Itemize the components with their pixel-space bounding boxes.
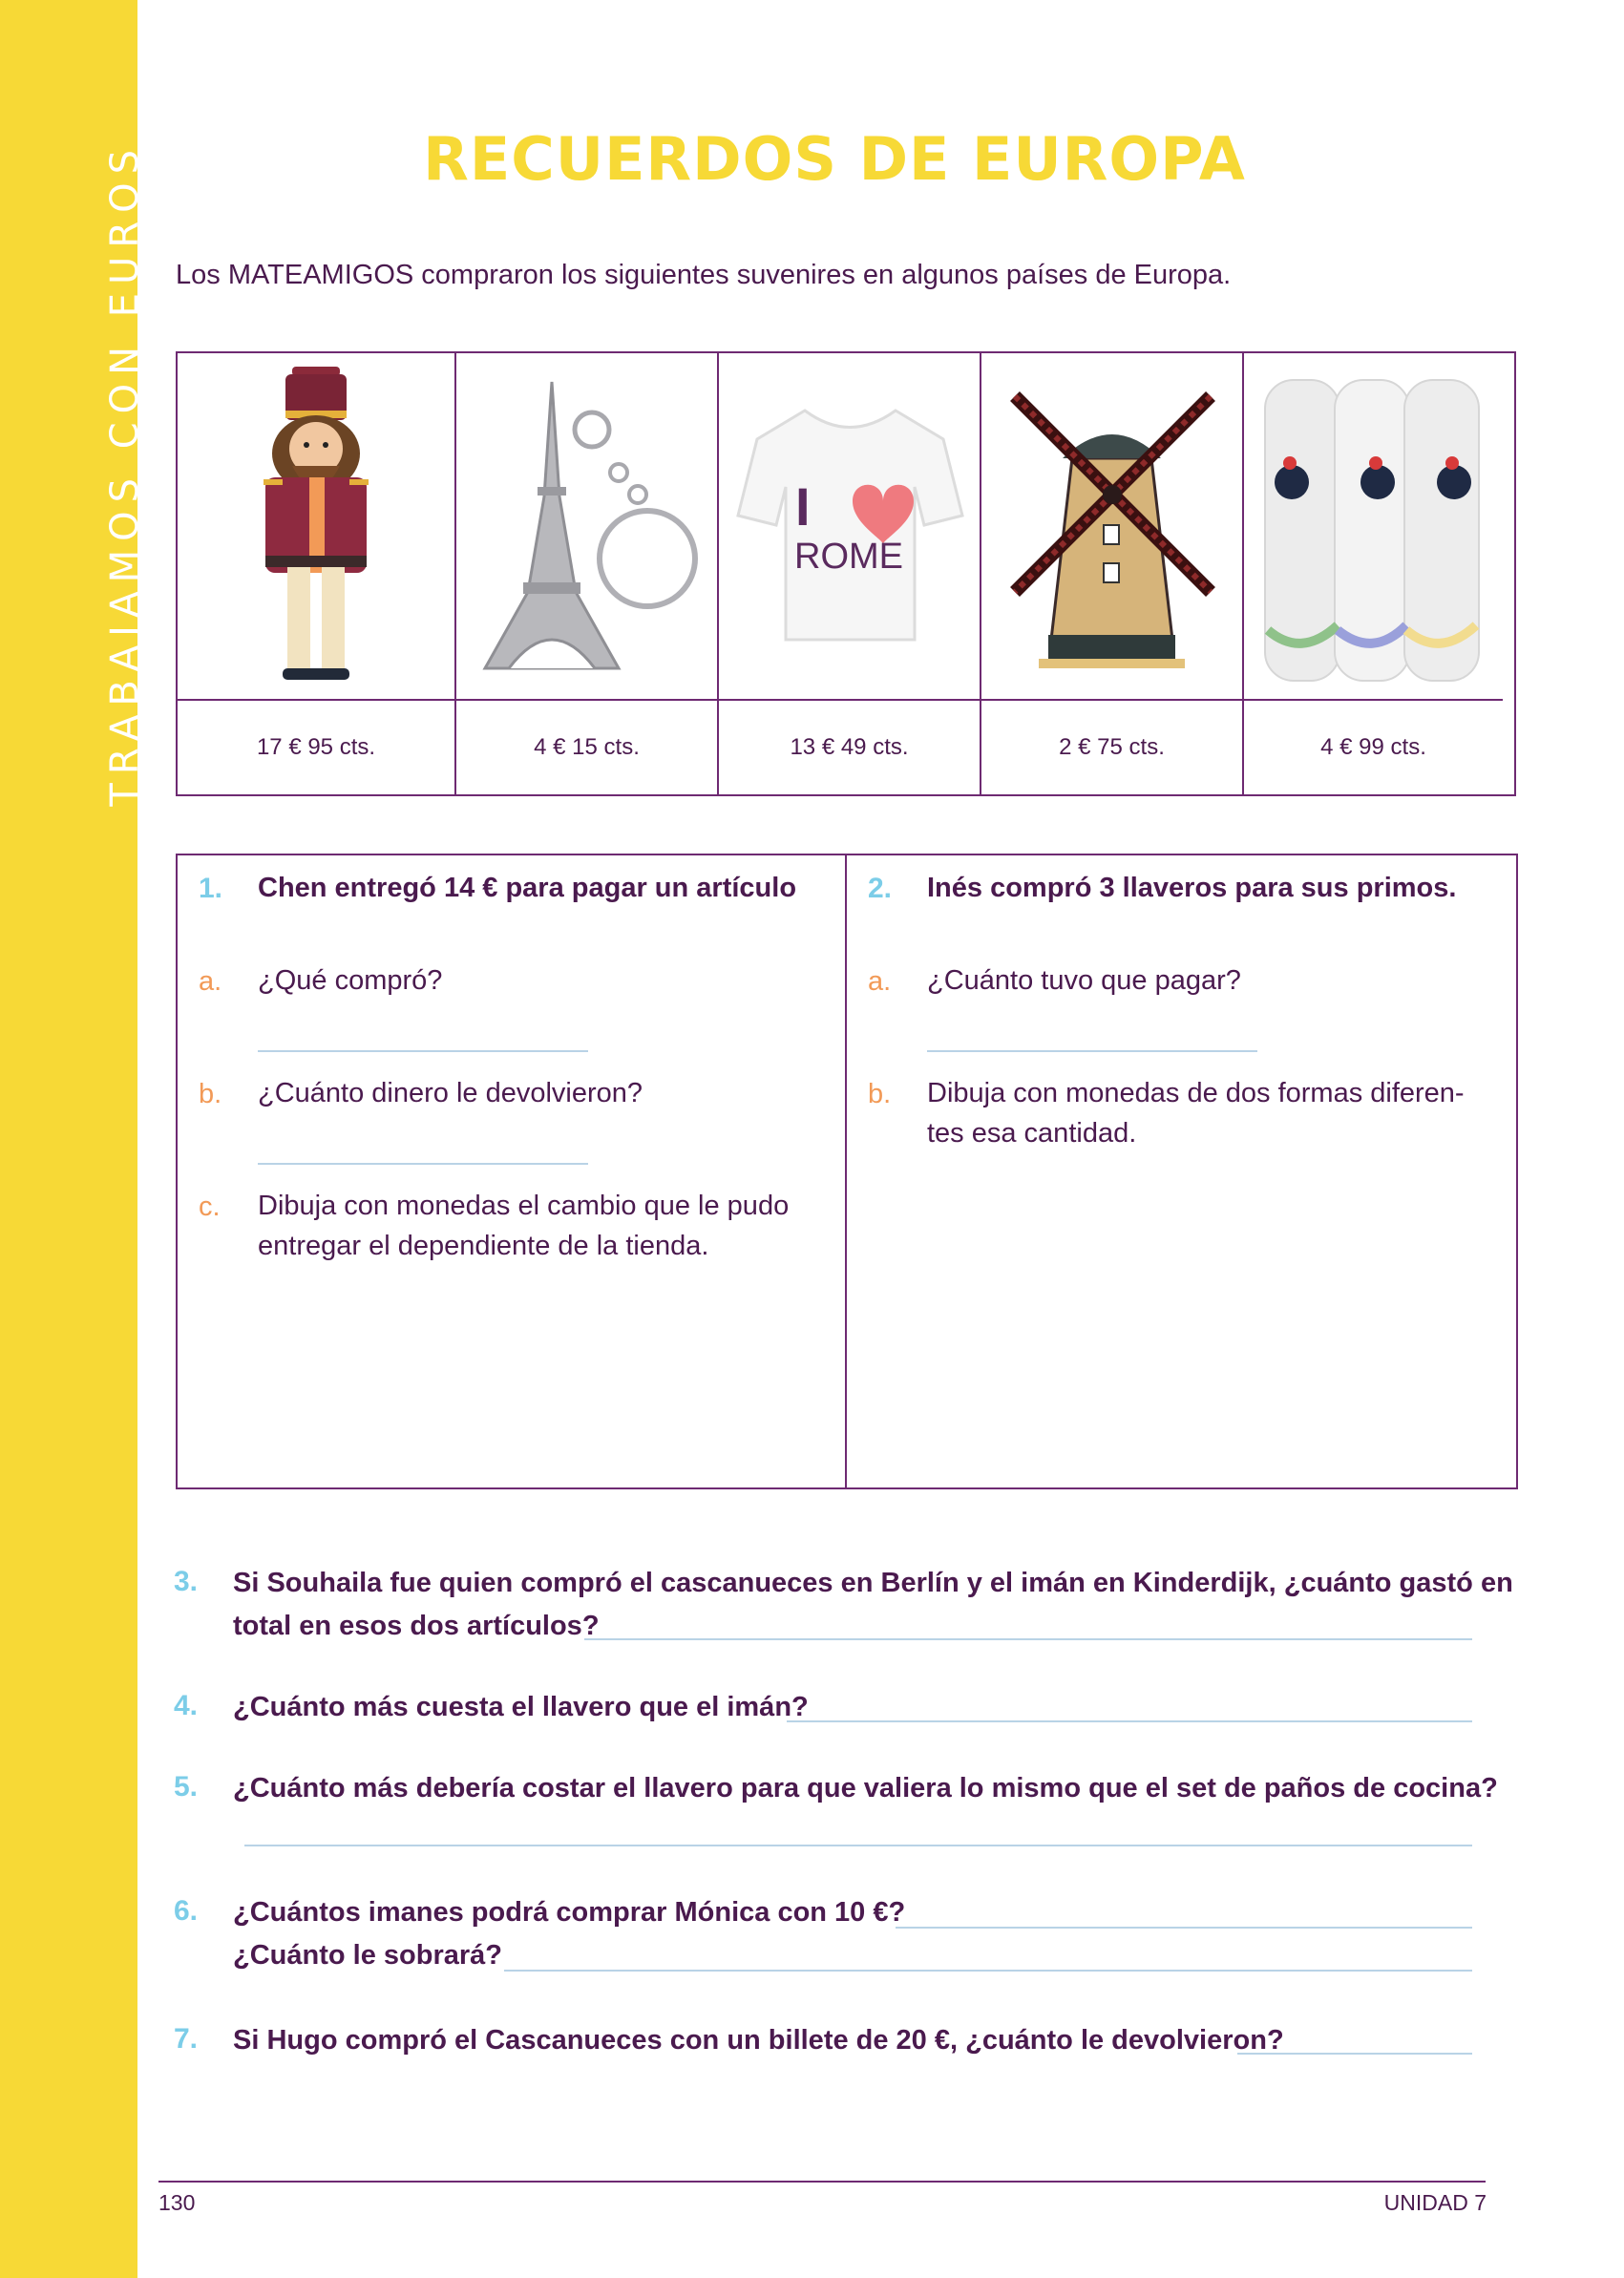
question-text: ¿Cuánto más debería costar el llavero para que valiera lo mismo que el set de paños de cocina?: [233, 1773, 1498, 1803]
intro-text: Los MATEAMIGOS compraron los siguientes suvenires en algunos países de Europa.: [176, 260, 1232, 290]
answer-line[interactable]: [584, 1638, 1472, 1640]
tshirt-word: ROME: [794, 537, 903, 577]
answer-line[interactable]: [896, 1927, 1472, 1929]
question-text: Si Hugo compró el Cascanueces con un billete de 20 €, ¿cuánto le devolvieron?: [233, 2025, 1284, 2056]
question-number: 5.: [174, 1771, 199, 1803]
answer-line[interactable]: [258, 1163, 588, 1165]
page-title: RECUERDOS DE EUROPA: [423, 124, 1246, 194]
sub-question: ¿Cuánto tuvo que pagar?: [927, 965, 1241, 996]
answer-line[interactable]: [504, 1970, 1472, 1972]
question-text: ¿Cuánto le sobrará?: [233, 1940, 502, 1971]
question-number: 3.: [174, 1566, 199, 1597]
answer-line[interactable]: [258, 1050, 588, 1052]
question-2-panel: [847, 855, 1516, 1487]
question-text: ¿Cuánto más cuesta el llavero que el imán?: [233, 1692, 809, 1722]
question-number: 2.: [868, 873, 893, 904]
rooster-towels-icon: [1244, 353, 1503, 701]
price-label: 2 € 75 cts.: [1059, 734, 1165, 760]
sub-question: Dibuja con monedas de dos formas diferen-tes esa cantidad.: [927, 1078, 1465, 1149]
question-number: 7.: [174, 2023, 199, 2055]
sidebar-label: TRABAJAMOS CON EUROS: [103, 141, 147, 807]
price-label: 13 € 49 cts.: [790, 734, 909, 760]
footer-divider: [158, 2181, 1486, 2183]
price-label: 17 € 95 cts.: [256, 734, 376, 760]
answer-line[interactable]: [1237, 2053, 1472, 2055]
answer-line[interactable]: [244, 1845, 1472, 1846]
price-label: 4 € 15 cts.: [534, 734, 640, 760]
sub-question: ¿Cuánto dinero le devolvieron?: [258, 1078, 643, 1108]
question-text: Si Souhaila fue quien compró el cascanueces en Berlín y el imán en Kinderdijk, ¿cuánto gastó en: [233, 1568, 1513, 1598]
windmill-magnet-icon: [981, 353, 1242, 701]
questions-box: [176, 854, 1518, 1489]
sub-letter: a.: [868, 966, 892, 997]
product-cell-tshirt: [719, 353, 981, 794]
product-cell-keychain: [456, 353, 719, 794]
question-text: Chen entregó 14 € para pagar un artículo: [258, 873, 797, 903]
sub-letter: c.: [199, 1192, 221, 1222]
question-text: total en esos dos artículos?: [233, 1611, 600, 1641]
question-text: Inés compró 3 llaveros para sus primos.: [927, 873, 1457, 903]
sub-letter: b.: [868, 1079, 892, 1109]
products-table: [176, 351, 1516, 796]
product-cell-nutcracker: [178, 353, 456, 794]
page-number: 130: [158, 2190, 196, 2215]
nutcracker-icon: [178, 353, 454, 701]
unit-label: UNIDAD 7: [1383, 2190, 1487, 2215]
product-cell-towels: [1244, 353, 1503, 794]
sub-letter: b.: [199, 1079, 222, 1109]
question-number: 1.: [199, 873, 223, 904]
product-cell-windmill: [981, 353, 1244, 794]
sub-question: Dibuja con monedas el cambio que le pudo entregar el dependiente de la tienda.: [258, 1191, 790, 1261]
sidebar-band: [0, 0, 147, 2278]
answer-line[interactable]: [927, 1050, 1257, 1052]
question-1-panel: [178, 855, 847, 1487]
sub-letter: a.: [199, 966, 222, 997]
eiffel-keychain-icon: [456, 353, 717, 701]
tshirt-letter: I: [795, 476, 811, 537]
i-love-rome-tshirt-icon: [719, 353, 980, 701]
question-number: 6.: [174, 1895, 199, 1927]
question-number: 4.: [174, 1690, 199, 1721]
price-label: 4 € 99 cts.: [1320, 734, 1426, 760]
sub-question: ¿Qué compró?: [258, 965, 443, 996]
answer-line[interactable]: [787, 1720, 1472, 1722]
question-text: ¿Cuántos imanes podrá comprar Mónica con 10 €?: [233, 1897, 906, 1928]
